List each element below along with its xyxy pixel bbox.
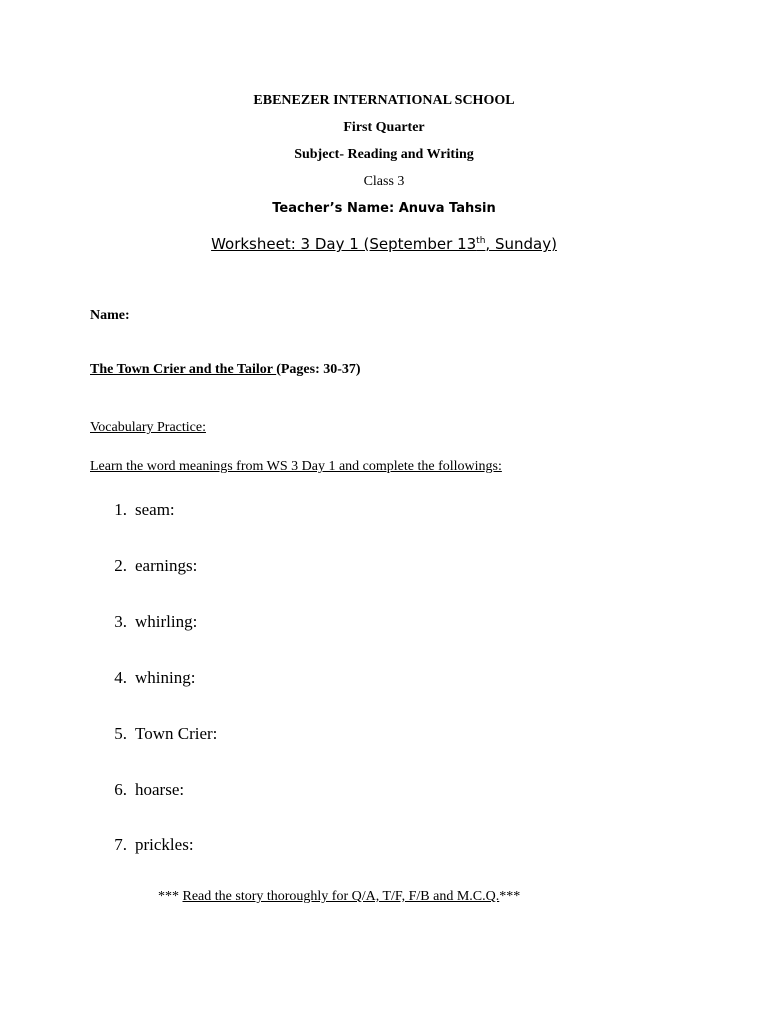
list-item-word: whining: [135,668,196,687]
list-item-number: 6. [114,780,127,799]
story-title-line [90,362,361,378]
list-item-number: 1. [114,500,127,519]
student-name-label: Name: [90,308,130,323]
worksheet-title-ordinal: th [476,236,486,246]
footer-stars-start: *** [158,889,183,904]
story-title: The Town Crier and the Tailor [90,362,277,377]
story-pages: (Pages: 30-37) [276,362,361,377]
list-item-word: prickles: [135,835,194,854]
list-item [90,612,197,632]
list-item-number: 7. [114,835,127,854]
list-item [90,500,175,520]
school-name: EBENEZER INTERNATIONAL SCHOOL [253,93,515,108]
footer-note-text: Read the story thoroughly for Q/A, T/F, F/B and M.C.Q. [182,889,500,904]
footer-stars-end: *** [499,889,521,904]
list-item-word: whirling: [135,612,198,631]
list-item-word: seam: [135,500,175,519]
worksheet-title-end: , Sunday) [485,235,557,253]
list-item [90,556,197,576]
footer-note [158,889,520,905]
list-item-word: hoarse: [135,780,185,799]
list-item [90,724,217,744]
list-item-word: earnings: [135,556,198,575]
list-item-word: Town Crier: [135,724,218,743]
list-item-number: 2. [114,556,127,575]
vocabulary-heading: Vocabulary Practice: [90,420,206,435]
list-item [90,780,184,800]
worksheet-title [0,235,768,253]
vocabulary-instructions: Learn the word meanings from WS 3 Day 1 and complete the followings: [90,459,502,474]
list-item [90,835,194,855]
list-item-number: 5. [114,724,127,743]
subject-title: Subject- Reading and Writing [294,147,474,162]
list-item [90,668,195,688]
worksheet-title-main: Worksheet: 3 Day 1 (September 13 [211,235,477,253]
class-label: Class 3 [363,174,405,189]
list-item-number: 3. [114,612,127,631]
quarter-title: First Quarter [343,120,425,135]
list-item-number: 4. [114,668,127,687]
teacher-name: Teacher’s Name: Anuva Tahsin [272,201,496,216]
